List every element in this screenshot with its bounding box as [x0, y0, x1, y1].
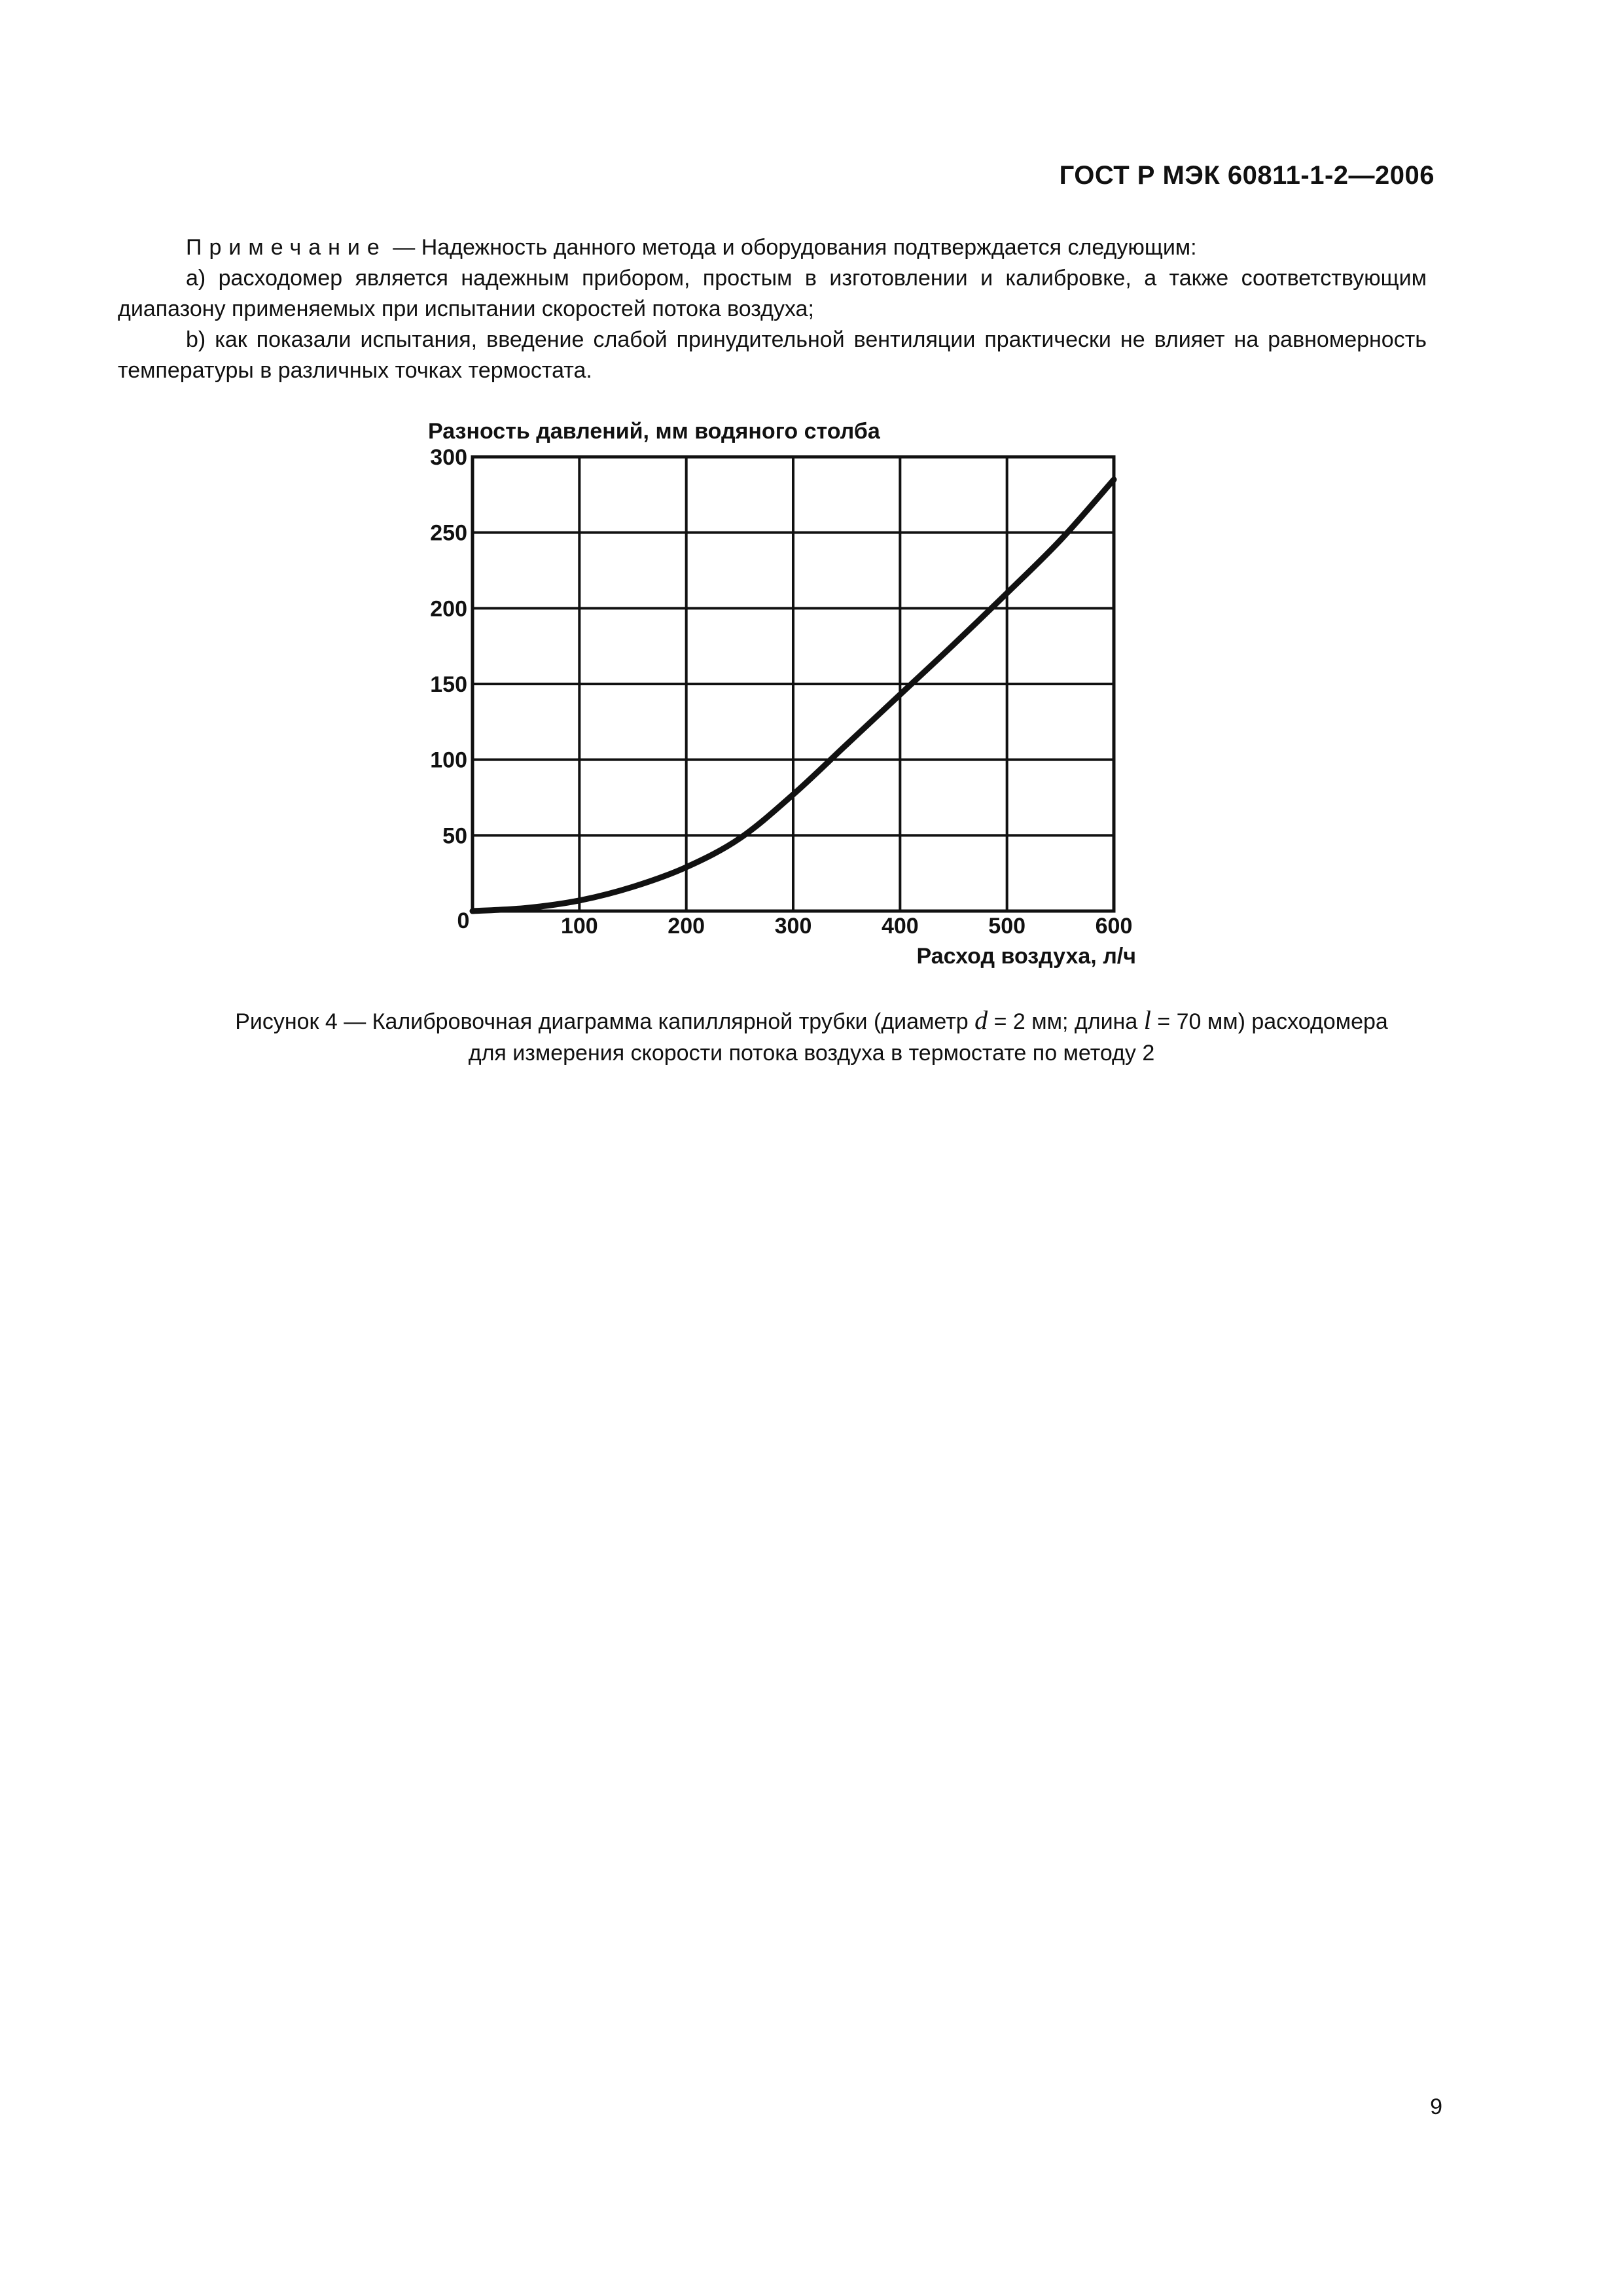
x-tick-label: 500	[988, 914, 1026, 939]
calibration-chart	[0, 0, 1623, 982]
note-text: — Надежность данного метода и оборудования подтверждается следующим:	[386, 235, 1197, 260]
y-tick-label: 300	[430, 445, 467, 470]
diameter-symbol: d	[974, 1005, 988, 1035]
caption-diameter: = 2 мм; длина	[988, 1009, 1144, 1034]
x-axis-title: Расход воздуха, л/ч	[916, 944, 1136, 969]
y-tick-label: 250	[430, 520, 467, 546]
y-tick-label: 200	[430, 596, 467, 622]
x-tick-label: 600	[1095, 914, 1133, 939]
y-tick-label: 100	[430, 747, 467, 773]
y-tick-label: 150	[430, 672, 467, 697]
page-number: 9	[1430, 2094, 1442, 2119]
x-tick-label: 300	[774, 914, 812, 939]
x-tick-label: 0	[457, 908, 470, 933]
length-symbol: l	[1143, 1005, 1151, 1035]
note-label: Примечание	[186, 235, 387, 260]
caption-line-1	[131, 1005, 1492, 1037]
note-item-b: b) как показали испытания, введение слабой принудительной вентиляции практически не влияет на равномерность температуры в различных точках термостата.	[118, 327, 1427, 383]
x-tick-label: 200	[668, 914, 705, 939]
chart-y-axis-title: Разность давлений, мм водяного столба	[428, 419, 880, 444]
y-tick-label: 50	[442, 823, 467, 849]
x-tick-label: 100	[560, 914, 598, 939]
document-code: ГОСТ Р МЭК 60811-1-2—2006	[1059, 161, 1435, 190]
x-tick-label: 400	[881, 914, 919, 939]
caption-prefix: Рисунок 4 — Калибровочная диаграмма капиллярной трубки (диаметр	[235, 1009, 975, 1034]
caption-line-2: для измерения скорости потока воздуха в термостате по методу 2	[468, 1041, 1155, 1066]
caption-length: = 70 мм) расходомера	[1150, 1009, 1388, 1034]
note-item-a: a) расходомер является надежным прибором, простым в изготовлении и калибровке, а также соответствующим диапазону применяемых при испытании скоростей потока воздуха;	[118, 266, 1427, 321]
figure-caption	[131, 1005, 1492, 1069]
